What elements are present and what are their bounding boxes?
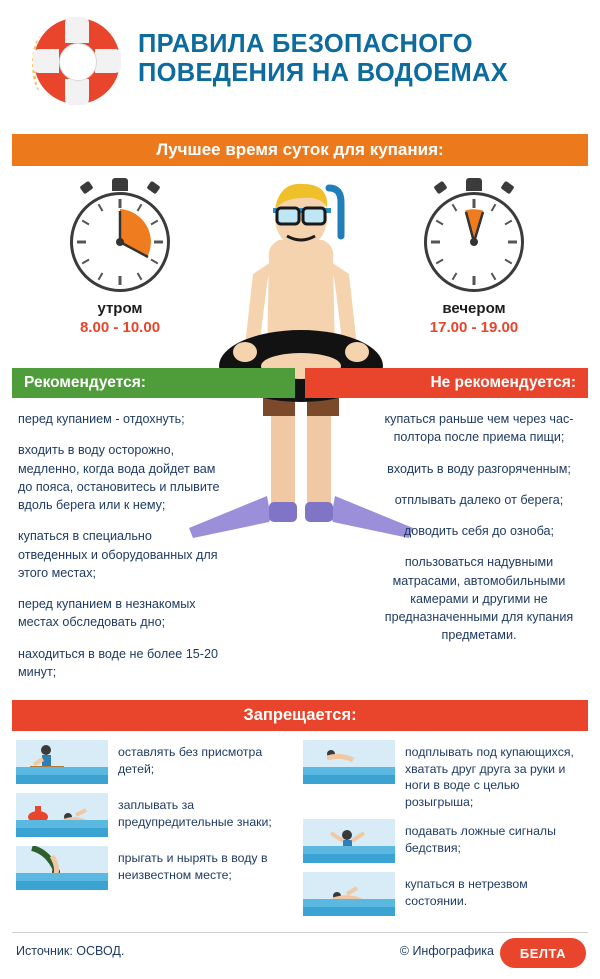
forbidden-lists	[0, 740, 600, 930]
false-distress-signal-icon	[303, 819, 395, 863]
header	[0, 0, 600, 118]
list-item: находиться в воде не более 15-20 минут;	[18, 646, 218, 679]
forbidden-band: Запрещается:	[12, 700, 588, 731]
morning-label: утром	[97, 300, 143, 317]
recommended-band: Рекомендуется:	[12, 368, 295, 398]
list-item-label: оставлять без присмотра детей;	[118, 745, 263, 776]
list-item	[303, 872, 588, 916]
stopwatch-icon	[419, 178, 529, 296]
belta-logo-label: БЕЛТА	[519, 945, 567, 961]
list-item: пользоваться надувными матрасами, автомобильными камерами и другими не предназначенными для купания предметами.	[384, 555, 574, 643]
drunk-swimmer-icon	[303, 872, 395, 916]
best-time-band: Лучшее время суток для купания:	[12, 134, 588, 166]
list-item	[16, 740, 301, 784]
forbidden-left-column	[16, 740, 301, 899]
list-item-label: подавать ложные сигналы бедствия;	[405, 824, 556, 855]
list-item-label: прыгать и нырять в воду в неизвестном месте;	[118, 851, 268, 882]
list-item: перед купанием - отдохнуть;	[18, 412, 185, 426]
forbidden-right-column	[303, 740, 588, 925]
child-on-pier-icon	[16, 740, 108, 784]
footer-divider	[12, 932, 588, 933]
recommended-list	[18, 410, 223, 744]
page-title-line-1: ПРАВИЛА БЕЗОПАСНОГО	[138, 29, 473, 58]
list-item	[16, 846, 301, 890]
stopwatch-dial	[70, 192, 170, 292]
not-recommended-list	[375, 410, 583, 658]
morning-time: 8.00 - 10.00	[79, 319, 161, 336]
lifebuoy-icon	[22, 4, 132, 114]
list-item-label: заплывать за предупредительные знаки;	[118, 798, 272, 829]
list-item: перед купанием в незнакомых местах обследовать дно;	[18, 597, 196, 630]
list-item: входить в воду разгоряченным;	[387, 461, 571, 476]
swim-under-bather-icon	[303, 740, 395, 784]
credit-label: © Инфографика	[399, 944, 494, 958]
swimmer-past-buoy-icon	[16, 793, 108, 837]
list-item: доводить себя до озноба;	[403, 524, 555, 538]
morning-stopwatch	[58, 178, 182, 336]
stopwatch-dial	[424, 192, 524, 292]
list-item	[303, 740, 588, 810]
not-recommended-band: Не рекомендуется:	[305, 368, 588, 398]
source-label: Источник: ОСВОД.	[16, 944, 125, 958]
list-item-label: купаться в нетрезвом состоянии.	[405, 877, 528, 908]
evening-stopwatch	[412, 178, 536, 336]
list-item: отплывать далеко от берега;	[394, 492, 564, 507]
evening-label: вечером	[442, 300, 506, 317]
list-item-label: подплывать под купающихся, хватать друг друга за руки и ноги в воде с целью розыгрыша;	[405, 745, 574, 809]
illustration-area	[0, 166, 600, 366]
evening-time: 17.00 - 19.00	[429, 319, 519, 336]
diving-person-icon	[16, 846, 108, 890]
list-item	[16, 793, 301, 837]
footer	[0, 932, 600, 979]
list-item: купаться раньше чем через час-полтора после приема пищи;	[384, 412, 574, 445]
list-item	[303, 819, 588, 863]
list-item: купаться в специально отведенных и оборудованных для этого местах;	[18, 529, 218, 580]
belta-logo	[500, 938, 586, 968]
page-title	[138, 30, 526, 88]
page-title-line-2: ПОВЕДЕНИЯ НА ВОДОЕМАХ	[138, 59, 509, 87]
list-item: входить в воду осторожно, медленно, когда вода дойдет вам до пояса, остановитесь и плывите вдоль берега или к нему;	[18, 443, 220, 512]
stopwatch-icon	[65, 178, 175, 296]
